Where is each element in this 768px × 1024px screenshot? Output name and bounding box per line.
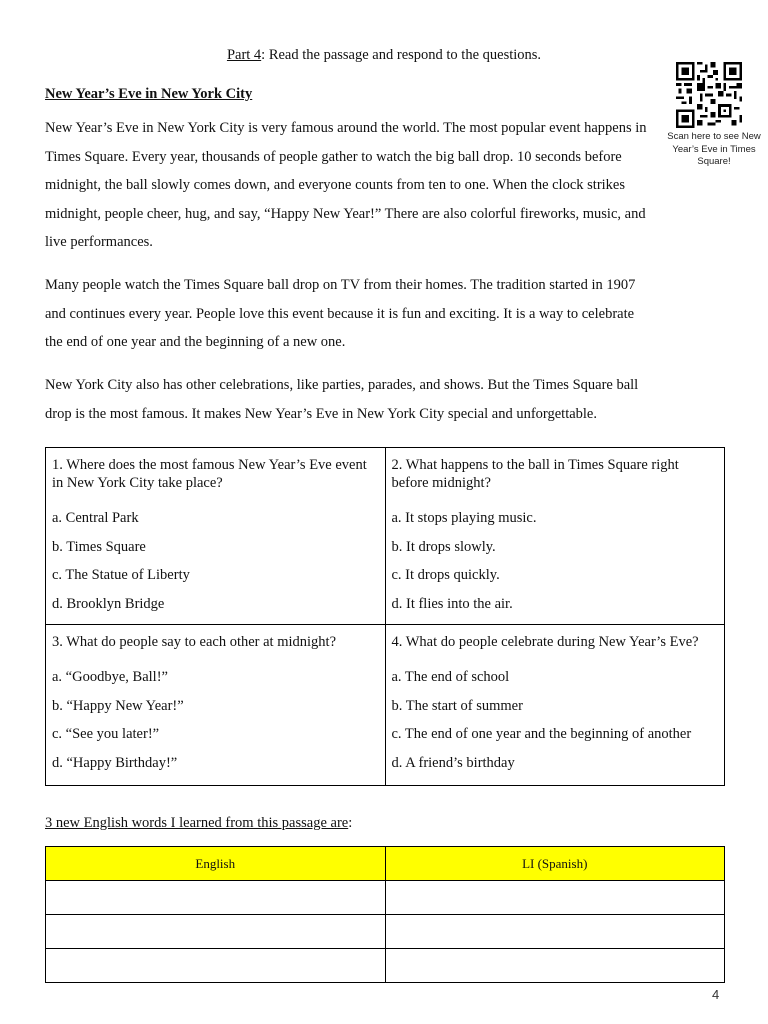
passage-title: New Year’s Eve in New York City [45, 86, 253, 102]
answer-option: d. Brooklyn Bridge [52, 595, 165, 612]
question-text: 3. What do people say to each other at midnight? [52, 634, 337, 650]
answer-option: b. “Happy New Year!” [52, 697, 184, 714]
vocab-english-cell[interactable] [46, 949, 386, 983]
vocab-english-cell[interactable] [46, 915, 386, 949]
vocab-header-spanish: LI (Spanish) [385, 847, 725, 881]
passage-paragraph-3: New York City also has other celebrations, like parties, parades, and shows. But the Times Square ball drop is the most famous. It makes New Year’s Eve in New York City special and unforgettable. [45, 377, 639, 422]
answer-option: b. The start of summer [391, 697, 523, 714]
answer-option: c. The end of one year and the beginning of another [391, 726, 692, 742]
answer-option: c. It drops quickly. [391, 567, 500, 583]
answer-option: c. The Statue of Liberty [52, 567, 190, 583]
vocab-spanish-cell[interactable] [385, 915, 725, 949]
passage-paragraph-2: Many people watch the Times Square ball drop on TV from their homes. The tradition started in 1907 and continues every year. People love this event because it is fun and exciting. It is a way to celebrate the end of one year and the beginning of a new one. [45, 277, 636, 350]
question-cell-1 [46, 448, 386, 625]
answer-option: d. It flies into the air. [391, 595, 513, 612]
passage-paragraph-1: New Year’s Eve in New York City is very famous around the world. The most popular event happens in Times Square. Every year, thousands of people gather to watch the big ball drop. 10 seconds before midnight, the ball slowly comes down, and everyone counts from ten to one. When the clock strikes midnight, people cheer, hug, and say, “Happy New Year!” There are also colorful fireworks, music, and live performances. [45, 120, 647, 250]
vocab-table [45, 846, 725, 983]
answer-option: a. Central Park [52, 510, 139, 526]
vocab-english-cell[interactable] [46, 881, 386, 915]
vocab-label-text: 3 new English words I learned from this passage are [45, 815, 349, 831]
question-text: 4. What do people celebrate during New Year’s Eve? [391, 634, 699, 650]
question-cell-3 [46, 625, 386, 786]
vocab-row [46, 949, 725, 983]
answer-option: b. It drops slowly. [391, 538, 496, 555]
vocab-row [46, 881, 725, 915]
answer-option: c. “See you later!” [52, 726, 160, 742]
answer-option: a. It stops playing music. [391, 510, 537, 526]
vocab-spanish-cell[interactable] [385, 949, 725, 983]
vocab-row [46, 915, 725, 949]
part-instruction: : Read the passage and respond to the questions. [261, 47, 542, 63]
answer-option: a. The end of school [391, 669, 510, 685]
page-number: 4 [712, 987, 720, 1002]
qr-code-block [664, 62, 764, 169]
question-text: 2. What happens to the ball in Times Square right before midnight? [391, 457, 679, 491]
answer-option: a. “Goodbye, Ball!” [52, 669, 168, 685]
question-text: 1. Where does the most famous New Year’s Eve event in New York City take place? [52, 457, 367, 491]
vocab-label [45, 815, 352, 832]
part-heading [0, 47, 768, 64]
answer-option: b. Times Square [52, 538, 146, 555]
vocab-spanish-cell[interactable] [385, 881, 725, 915]
answer-option: d. “Happy Birthday!” [52, 754, 178, 771]
vocab-label-colon: : [348, 815, 353, 831]
question-cell-4 [385, 625, 725, 786]
question-cell-2 [385, 448, 725, 625]
part-label: Part 4 [226, 47, 262, 63]
quiz-table [45, 447, 725, 786]
qr-code-icon [676, 62, 742, 128]
qr-caption: Scan here to see New Year’s Eve in Times Square! [667, 131, 761, 167]
vocab-header-english: English [46, 847, 386, 881]
answer-option: d. A friend’s birthday [391, 754, 515, 771]
